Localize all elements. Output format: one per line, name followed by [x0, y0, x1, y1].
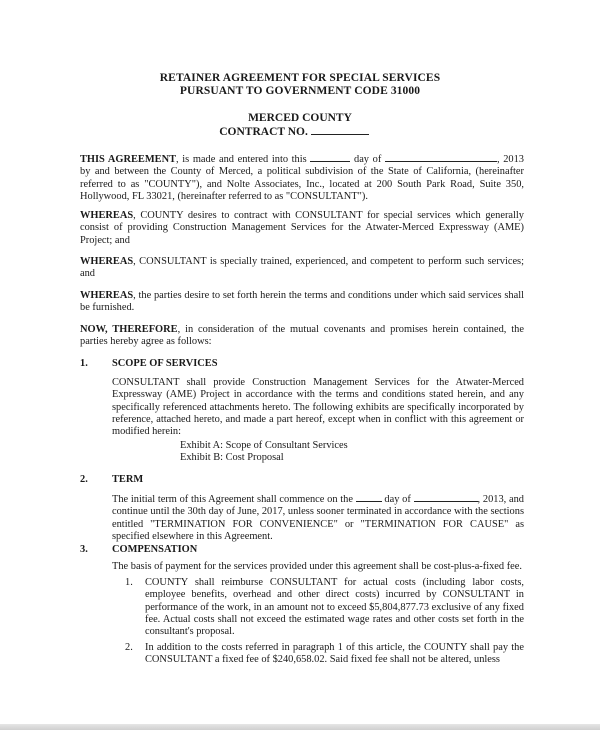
intro-text-1: , is made and entered into this	[176, 154, 307, 165]
compensation-item-2-text: In addition to the costs referred in paragraph 1 of this article, the COUNTY shall pay the CONSULTANT a fixed fee of $240,658.02. Said fixed fee shall not be altered, unless	[145, 642, 524, 666]
term-month-blank	[414, 492, 478, 502]
contract-number-blank	[311, 125, 369, 135]
document-title-line2: PURSUANT TO GOVERNMENT CODE 31000	[179, 85, 421, 97]
whereas-paragraph-1	[80, 210, 524, 247]
whereas-lead-3: WHEREAS	[80, 290, 134, 301]
section-2-title: TERM	[112, 474, 144, 485]
exhibit-a: Exhibit A: Scope of Consultant Services	[180, 440, 348, 451]
intro-month-blank	[385, 152, 497, 162]
now-therefore-paragraph	[80, 324, 524, 349]
county-name: MERCED COUNTY	[248, 112, 352, 124]
compensation-item-1-text: COUNTY shall reimburse CONSULTANT for actual costs (including labor costs, employee benefits, overhead and other direct costs) incurred by CONSULTANT in performance of the work, in an amount not to exceed $5,804,877.73 exclusive of any fixed fee. Actual costs shall not exceed the estimated wage rates and other costs set forth in the consultant's proposal.	[145, 577, 524, 638]
intro-day-blank	[310, 152, 350, 162]
term-text-1: The initial term of this Agreement shall commence on the	[112, 494, 353, 505]
section-3-number: 3.	[80, 544, 88, 555]
whereas-text-3: , the parties desire to set forth herein the terms and conditions under which said services shall be furnished.	[80, 290, 524, 314]
section-1-title: SCOPE OF SERVICES	[112, 358, 218, 369]
term-text-3: , 2013, and continue until the 30th day of June, 2017, unless sooner terminated in accordance with the sections entitled "TERMINATION FOR CONVENIENCE" or "TERMINATION FOR CAUSE" as specified elsewhere in this Agreement.	[112, 494, 524, 542]
term-day-blank	[356, 492, 382, 502]
document-title-line1: RETAINER AGREEMENT FOR SPECIAL SERVICES	[159, 72, 441, 84]
section-2-body	[112, 492, 524, 543]
page-bottom-edge	[0, 724, 600, 730]
intro-lead: THIS AGREEMENT	[80, 154, 177, 165]
contract-number-line	[0, 125, 594, 139]
whereas-paragraph-2	[80, 256, 524, 281]
contract-number-label: CONTRACT NO.	[219, 126, 308, 138]
whereas-text-2: , CONSULTANT is specially trained, experienced, and competent to perform such services; and	[80, 256, 524, 280]
intro-text-3: , 2013 by and between the County of Merced, a political subdivision of the State of California, (hereinafter referred to as "COUNTY"), and Nolte Associates, Inc., located at 200 South Park Road, Suite 350, Hollywood, FL 33021, (hereinafter referred to as "CONSULTANT").	[80, 154, 524, 202]
intro-text-2: day of	[354, 154, 382, 165]
now-therefore-lead: NOW, THEREFORE	[80, 324, 178, 335]
whereas-lead-1: WHEREAS	[80, 210, 134, 221]
term-text-2: day of	[384, 494, 411, 505]
section-1-body: CONSULTANT shall provide Construction Management Services for the Atwater-Merced Expressway (AME) Project in accordance with the terms and conditions stated herein, and any specifically referenced attachments hereto. The following exhibits are specifically incorporated by reference, attached hereto, and made a part hereof, except when in conflict with this agreement or modified herein:	[112, 377, 524, 438]
section-2-number: 2.	[80, 474, 88, 485]
compensation-item-2-number: 2.	[125, 642, 133, 653]
county-block	[0, 112, 600, 139]
now-therefore-text: , in consideration of the mutual covenants and promises herein contained, the parties hereby agree as follows:	[80, 324, 524, 348]
whereas-lead-2: WHEREAS	[80, 256, 134, 267]
section-3-title: COMPENSATION	[112, 544, 198, 555]
whereas-paragraph-3	[80, 290, 524, 315]
whereas-text-1: , COUNTY desires to contract with CONSULTANT for special services which generally consist of providing Construction Management Services for the Atwater-Merced Expressway (AME) Project; and	[80, 210, 524, 246]
intro-paragraph	[80, 152, 524, 203]
exhibit-b: Exhibit B: Cost Proposal	[180, 452, 284, 463]
section-1-number: 1.	[80, 358, 88, 369]
compensation-item-1-number: 1.	[125, 577, 133, 588]
section-3-body: The basis of payment for the services provided under this agreement shall be cost-plus-a-fixed fee.	[112, 561, 522, 572]
